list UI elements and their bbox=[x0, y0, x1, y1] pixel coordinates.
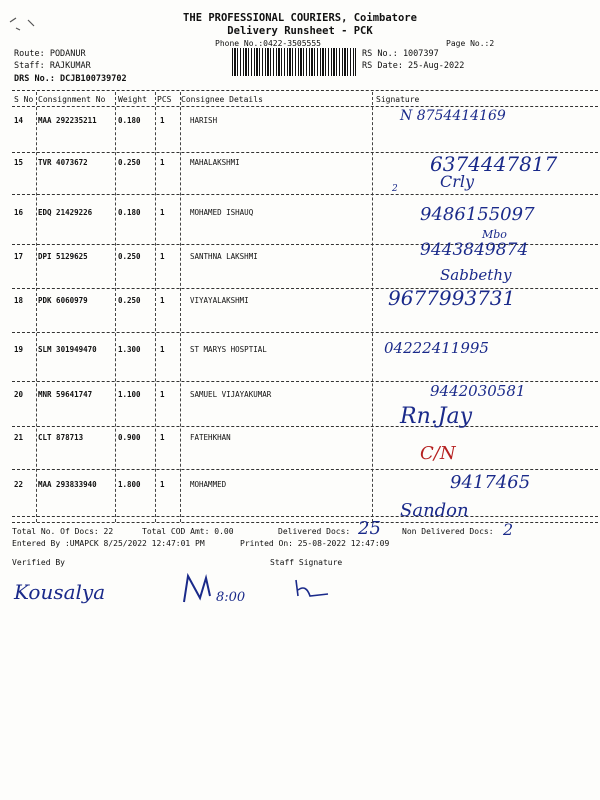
staff-signature-label: Staff Signature bbox=[270, 558, 343, 567]
row-consignee: MAHALAKSHMI bbox=[190, 158, 240, 167]
row-divider bbox=[12, 516, 598, 517]
rs-date: RS Date: 25-Aug-2022 bbox=[362, 61, 465, 71]
row-consignee: SAMUEL VIJAYAKUMAR bbox=[190, 390, 272, 399]
row-consignment: SLM 301949470 bbox=[38, 345, 97, 354]
staff-initial-scribble bbox=[292, 578, 332, 600]
rs-number: RS No.: 1007397 bbox=[362, 49, 439, 59]
row-sno: 22 bbox=[14, 480, 24, 489]
total-docs: Total No. Of Docs: 22 bbox=[12, 527, 114, 536]
delivered-docs-label: Delivered Docs: bbox=[278, 527, 351, 536]
row-pcs: 1 bbox=[160, 158, 165, 167]
row-consignee: MOHAMED ISHAUQ bbox=[190, 208, 254, 217]
row-divider bbox=[12, 332, 598, 333]
phone-number: Phone No.:0422-3505555 bbox=[215, 39, 321, 48]
row-consignee: VIYAYALAKSHMI bbox=[190, 296, 249, 305]
row-weight: 1.800 bbox=[118, 480, 141, 489]
row-signature: 9417465 bbox=[450, 472, 531, 493]
row-pcs: 1 bbox=[160, 208, 165, 217]
verified-by-label: Verified By bbox=[12, 558, 65, 567]
row-sno: 15 bbox=[14, 158, 24, 167]
route-label: Route: PODANUR bbox=[14, 49, 86, 59]
non-delivered-hand: 2 bbox=[503, 520, 514, 539]
row-divider bbox=[12, 194, 598, 195]
row-consignment: MAA 293833940 bbox=[38, 480, 97, 489]
printed-on: Printed On: 25-08-2022 12:47:09 bbox=[240, 539, 390, 548]
row-pcs: 1 bbox=[160, 480, 165, 489]
page-number: Page No.:2 bbox=[446, 39, 495, 48]
total-cod: Total COD Amt: 0.00 bbox=[142, 527, 234, 536]
verified-signature: Kousalya bbox=[14, 580, 106, 604]
row-weight: 1.300 bbox=[118, 345, 141, 354]
col-signature: Signature bbox=[376, 95, 420, 104]
row-consignment: MAA 292235211 bbox=[38, 116, 97, 125]
row-sno: 16 bbox=[14, 208, 24, 217]
row-consignee: MOHAMMED bbox=[190, 480, 227, 489]
row-consignment: MNR 59641747 bbox=[38, 390, 93, 399]
staff-label: Staff: RAJKUMAR bbox=[14, 61, 91, 71]
row-pcs: 1 bbox=[160, 252, 165, 261]
row-consignee: SANTHNA LAKSHMI bbox=[190, 252, 258, 261]
col-consignee: Consignee Details bbox=[181, 95, 263, 104]
row-sno: 18 bbox=[14, 296, 24, 305]
row-sno: 14 bbox=[14, 116, 24, 125]
row-pcs: 1 bbox=[160, 116, 165, 125]
row-consignment: CLT 878713 bbox=[38, 433, 84, 442]
col-weight: Weight bbox=[118, 95, 147, 104]
delivered-docs-hand: 25 bbox=[358, 518, 381, 539]
row-signature: 04222411995 bbox=[384, 339, 489, 357]
row-sno: 19 bbox=[14, 345, 24, 354]
row-consignee: FATEHKHAN bbox=[190, 433, 231, 442]
col-pcs: PCS bbox=[157, 95, 172, 104]
row-weight: 0.250 bbox=[118, 296, 141, 305]
row-pcs: 1 bbox=[160, 345, 165, 354]
row-sno: 20 bbox=[14, 390, 24, 399]
row-consignee: ST MARYS HOSPTIAL bbox=[190, 345, 267, 354]
row-consignment: TVR 4073672 bbox=[38, 158, 88, 167]
handwriting-sig22: Sandon bbox=[400, 500, 469, 521]
time-handwriting: 8:00 bbox=[216, 590, 246, 605]
row-signature: 9677993731 bbox=[388, 286, 516, 310]
row-weight: 0.250 bbox=[118, 252, 141, 261]
row-weight: 0.180 bbox=[118, 208, 141, 217]
row-consignee: HARISH bbox=[190, 116, 218, 125]
row-weight: 0.180 bbox=[118, 116, 141, 125]
handwriting-sig16: Mbo bbox=[482, 228, 507, 241]
row-pcs: 1 bbox=[160, 433, 165, 442]
row-consignment: EDQ 21429226 bbox=[38, 208, 93, 217]
row-weight: 0.900 bbox=[118, 433, 141, 442]
col-sno: S No bbox=[14, 95, 34, 104]
company-title: THE PROFESSIONAL COURIERS, Coimbatore bbox=[183, 12, 417, 24]
drs-number: DRS No.: DCJB100739702 bbox=[14, 74, 127, 84]
row-signature: 9486155097 bbox=[420, 204, 535, 225]
row-weight: 1.100 bbox=[118, 390, 141, 399]
handwriting-sig17: Sabbethy bbox=[440, 266, 512, 284]
row-signature: 9443849874 bbox=[420, 240, 529, 260]
row-consignment: PDK 6060979 bbox=[38, 296, 88, 305]
row-divider bbox=[12, 426, 598, 427]
entered-by: Entered By :UMAPCK 8/25/2022 12:47:01 PM bbox=[12, 539, 205, 548]
handwriting-mark: 2 bbox=[392, 184, 398, 194]
runsheet-subtitle: Delivery Runsheet - PCK bbox=[227, 25, 373, 37]
row-pcs: 1 bbox=[160, 390, 165, 399]
col-consignment: Consignment No bbox=[38, 95, 106, 104]
row-signature: 9442030581 bbox=[430, 382, 526, 400]
row-signature: N 8754414169 bbox=[400, 108, 506, 124]
non-delivered-label: Non Delivered Docs: bbox=[402, 527, 494, 536]
row-weight: 0.250 bbox=[118, 158, 141, 167]
row-consignment: DPI 5129625 bbox=[38, 252, 88, 261]
row-signature: C/N bbox=[420, 443, 456, 464]
row-signature: 6374447817 bbox=[430, 152, 558, 176]
row-sno: 17 bbox=[14, 252, 24, 261]
row-divider bbox=[12, 469, 598, 470]
barcode bbox=[232, 48, 356, 76]
handwriting-sig20: Rn.Jay bbox=[400, 404, 473, 429]
handwriting-sig15: Crly bbox=[440, 172, 475, 191]
row-pcs: 1 bbox=[160, 296, 165, 305]
row-sno: 21 bbox=[14, 433, 24, 442]
